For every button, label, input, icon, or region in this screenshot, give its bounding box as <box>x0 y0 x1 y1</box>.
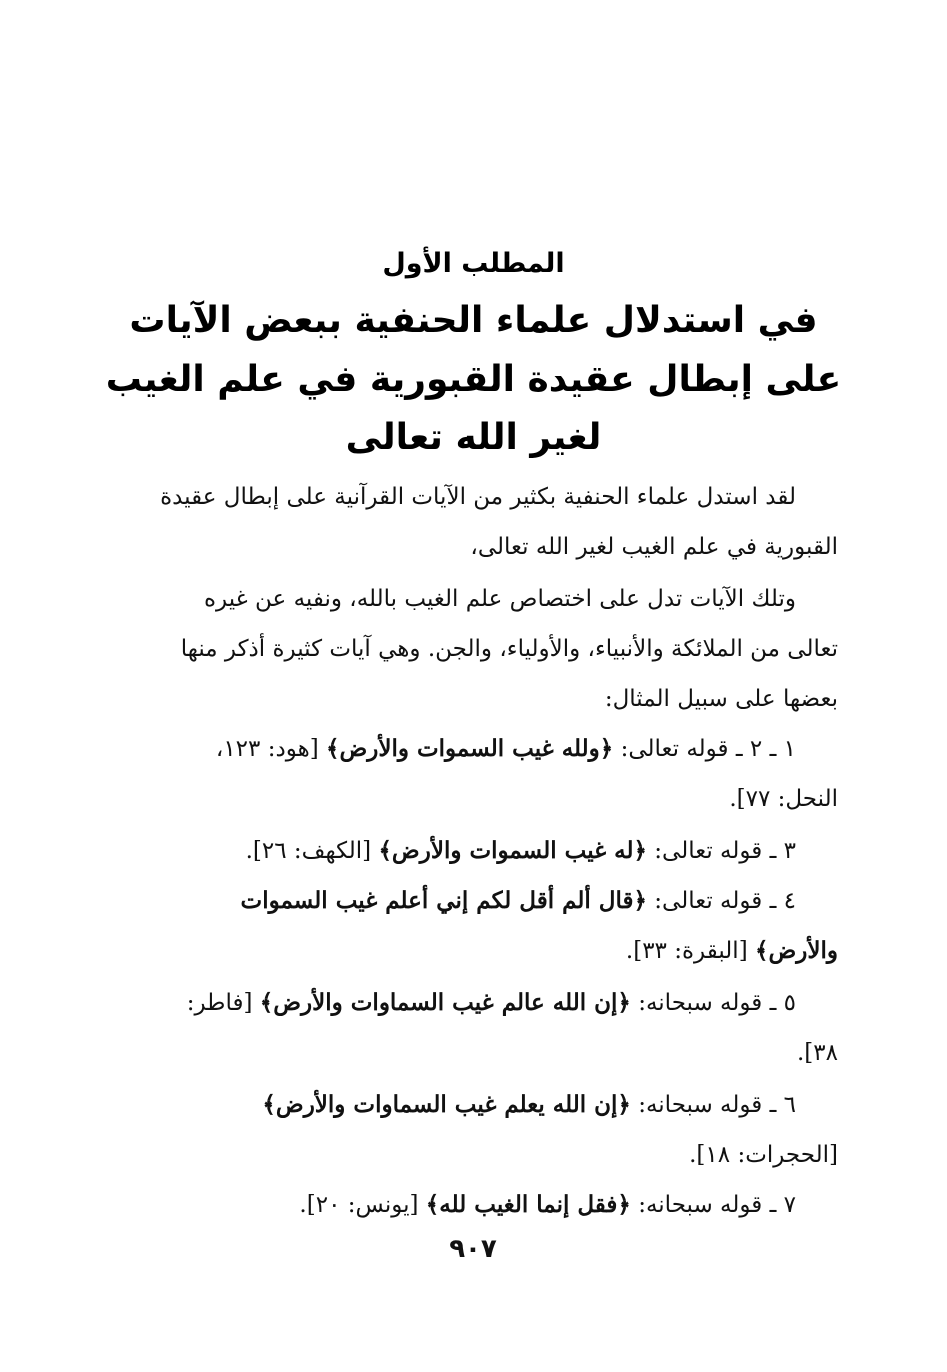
list-item-4 <box>120 876 838 926</box>
item-reference: [فاطر: <box>186 990 260 1016</box>
list-item-7 <box>120 1180 838 1230</box>
list-item-6 <box>120 1080 838 1130</box>
item-lead: ٦ ـ قوله سبحانه: <box>630 1092 796 1118</box>
paragraph-2-line-3: بعضها على سبيل المثال: <box>604 686 838 712</box>
section-subtitle: المطلب الأول <box>382 248 565 279</box>
section-title-line-3: لغير الله تعالى <box>345 417 602 458</box>
section-title-line-2: على إبطال عقيدة القبورية في علم الغيب <box>105 359 842 400</box>
list-item-5 <box>120 978 838 1028</box>
quran-quote: ﴿فقل إنما الغيب لله﴾ <box>425 1191 631 1218</box>
item-reference: [البقرة: ٣٣]. <box>625 938 755 964</box>
quran-quote-continuation: والأرض﴾ <box>754 937 838 964</box>
quran-quote: ﴿له غيب السموات والأرض﴾ <box>378 837 647 864</box>
item-lead: ٥ ـ قوله سبحانه: <box>630 990 796 1016</box>
paragraph-2-line-1: وتلك الآيات تدل على اختصاص علم الغيب بالله، ونفيه عن غيره <box>204 586 796 612</box>
item-reference: [الكهف: ٢٦]. <box>245 838 379 864</box>
page-number: ٩٠٧ <box>449 1234 497 1264</box>
item-lead: ١ ـ ٢ ـ قوله تعالى: <box>613 736 796 762</box>
quran-quote: ﴿قال ألم أقل لكم إني أعلم غيب السموات <box>240 887 647 914</box>
quran-quote: ﴿إن الله يعلم غيب السماوات والأرض﴾ <box>262 1091 631 1118</box>
item-lead: ٣ ـ قوله تعالى: <box>647 838 796 864</box>
paragraph-1-line-2: القبورية في علم الغيب لغير الله تعالى، <box>470 534 838 560</box>
list-item-6-continuation: [الحجرات: ١٨]. <box>689 1142 838 1168</box>
list-item-5-continuation: ٣٨]. <box>796 1040 838 1066</box>
list-item-1-2 <box>120 724 838 774</box>
list-item-3 <box>120 826 838 876</box>
list-item-1-2-continuation: النحل: ٧٧]. <box>729 786 838 812</box>
paragraph-2-line-2: تعالى من الملائكة والأنبياء، والأولياء، والجن. وهي آيات كثيرة أذكر منها <box>180 636 838 662</box>
item-lead: ٧ ـ قوله سبحانه: <box>630 1192 796 1218</box>
list-item-4-continuation <box>120 926 838 976</box>
item-reference: [هود: ١٢٣، <box>215 736 326 762</box>
paragraph-1-line-1: لقد استدل علماء الحنفية بكثير من الآيات القرآنية على إبطال عقيدة <box>160 484 796 510</box>
item-lead: ٤ ـ قوله تعالى: <box>647 888 796 914</box>
quran-quote: ﴿ولله غيب السموات والأرض﴾ <box>326 735 614 762</box>
section-title-line-1: في استدلال علماء الحنفية ببعض الآيات <box>129 300 818 341</box>
item-reference: [يونس: ٢٠]. <box>299 1192 426 1218</box>
quran-quote: ﴿إن الله عالم غيب السماوات والأرض﴾ <box>259 989 631 1016</box>
